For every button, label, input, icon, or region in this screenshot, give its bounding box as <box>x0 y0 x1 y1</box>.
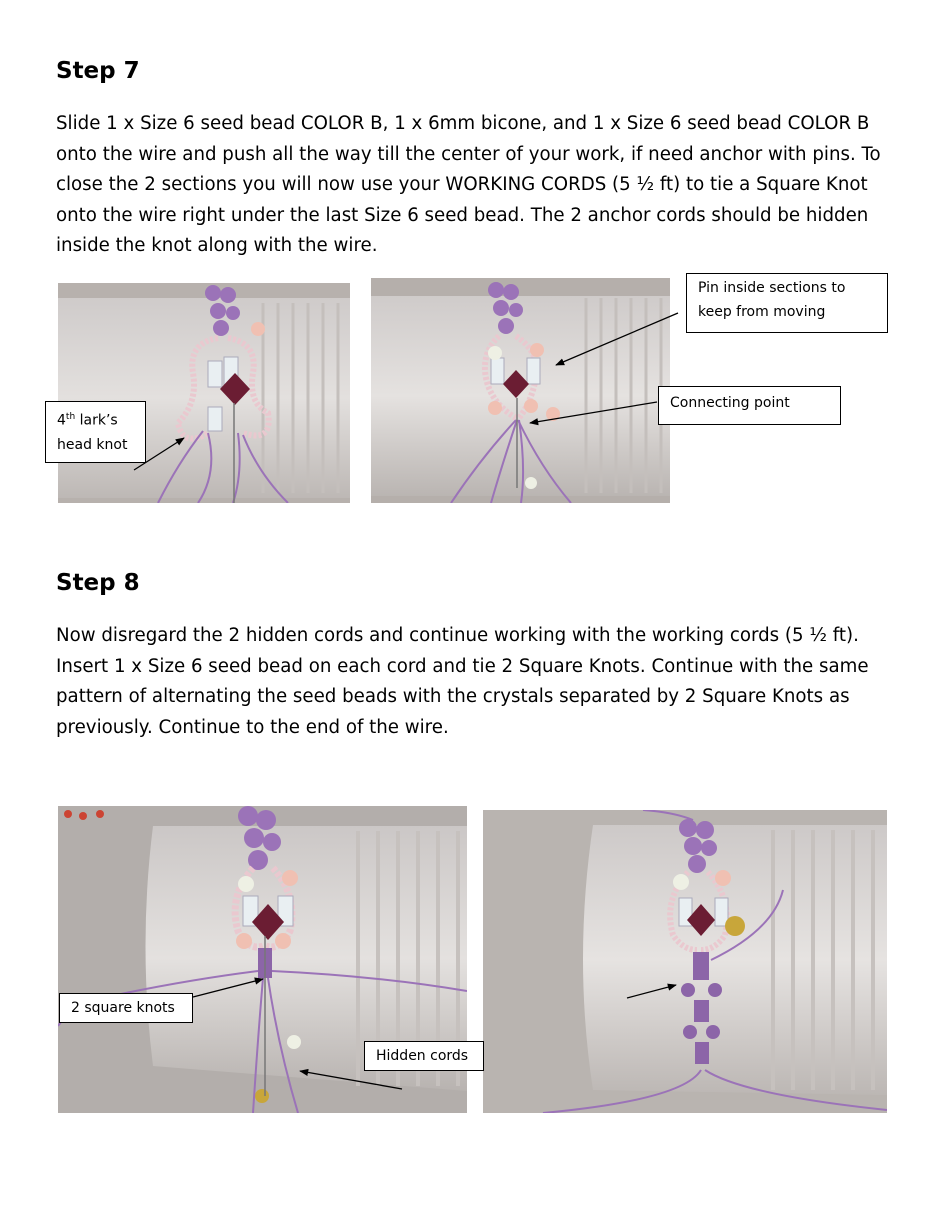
step-7-photo-1 <box>58 283 350 503</box>
callout-larks-head-knot <box>45 401 146 463</box>
step-7-heading: Step 7 <box>56 58 140 84</box>
step-7-photo-2 <box>371 278 670 503</box>
step-7-paragraph: Slide 1 x Size 6 seed bead COLOR B, 1 x 6mm bicone, and 1 x Size 6 seed bead COLOR B onto the wire and push all the way till the center of your work, if need anchor with pins. To close the 2 sections you will now use your WORKING CORDS (5 ½ ft) to tie a Square Knot onto the wire right under the last Size 6 seed bead. The 2 anchor cords should be hidden inside the knot along with the wire. <box>56 113 881 256</box>
step-8-heading: Step 8 <box>56 570 140 596</box>
callout-larks-line2: head knot <box>57 436 128 453</box>
callout-square-knots: 2 square knots <box>59 993 193 1023</box>
step-8-paragraph: Now disregard the 2 hidden cords and continue working with the working cords (5 ½ ft). Insert 1 x Size 6 seed bead on each cord and tie 2 Square Knots. Continue with the same pattern of alternating the seed beads with the crystals separated by 2 Square Knots as previously. Continue to the end of the wire. <box>56 625 869 738</box>
step-8-photo-2 <box>483 810 887 1113</box>
callout-larks-line1: lark’s <box>75 412 118 429</box>
callout-larks-num: 4 <box>57 412 66 429</box>
callout-larks-sup: th <box>65 412 76 422</box>
callout-pin-inside: Pin inside sections to keep from moving <box>686 273 888 333</box>
callout-connecting-point: Connecting point <box>658 386 841 425</box>
callout-hidden-cords: Hidden cords <box>364 1041 484 1071</box>
